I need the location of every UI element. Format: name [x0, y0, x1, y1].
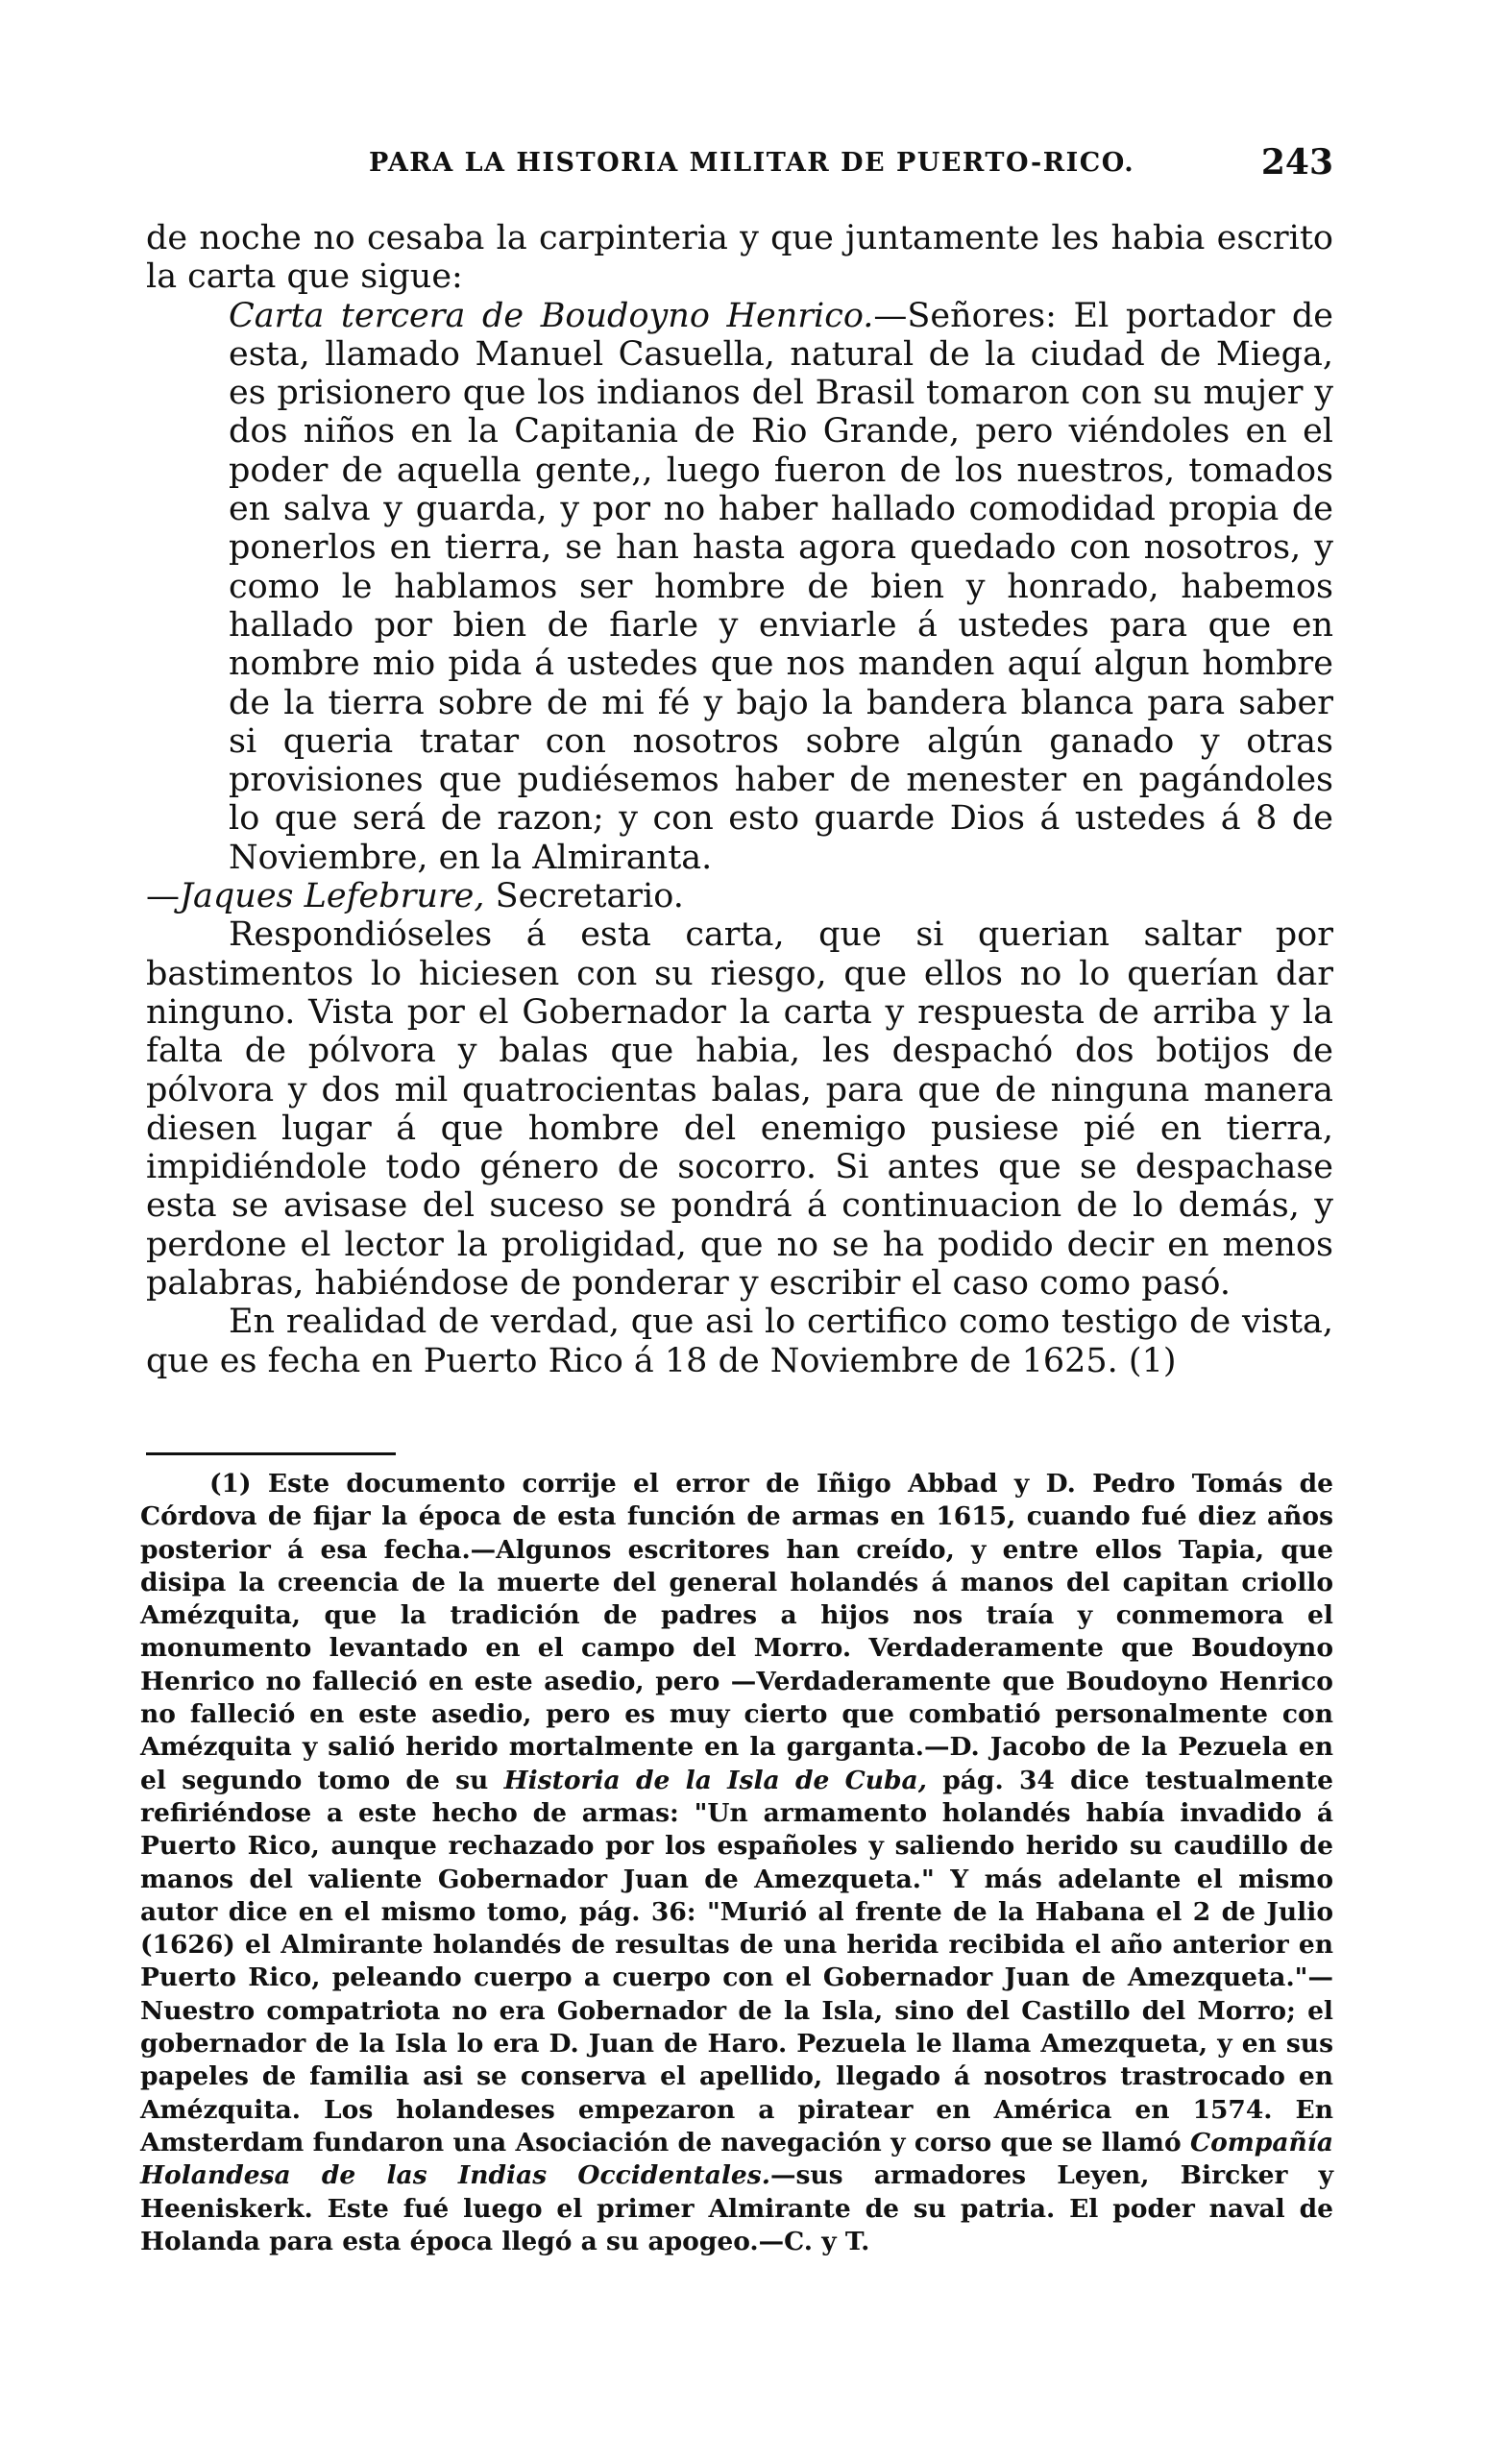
footnote-text-2: pág. 34 dice testualmente refiriéndose a este hecho de armas: "Un armamento holandés había invadido á Puerto Rico, aunque rechazado por los españoles y saliendo herido su caudillo de manos del valiente Gobernador Juan de Amezqueta." Y más adelante el mismo autor dice en el mismo tomo, pág. 36: "Murió al frente de la Habana el 2 de Julio (1626) el Almirante holandés de resultas de una herida recibida el año anterior en Puerto Rico, peleando cuerpo a cuerpo con el Gobernador Juan de Amezqueta."—Nuestro compatriota no era Gobernador de la Isla, sino del Castillo del Morro; el gobernador de la Isla lo era D. Juan de Haro. Pezuela le llama Amezqueta, y en sus papeles de familia asi se conserva el apellido, llegado á nosotros trastrocado en Amézquita. Los holandeses empezaron a piratear en América en 1574. En Amsterdam fundaron una Asociación de navegación y corso que se llamó — [140, 1765, 1333, 2157]
signature-dash: — — [146, 877, 180, 916]
certification-paragraph: En realidad de verdad, que asi lo certifico como testigo de vista, que es fecha en Puerto Rico á 18 de Noviembre de 1625. (1) — [146, 1303, 1333, 1380]
running-title: PARA LA HISTORIA MILITAR DE PUERTO-RICO. — [369, 148, 1135, 178]
footnote-company-name: Compañía Holandesa de las Indias Occidentales. — [140, 2127, 1333, 2191]
footnote-book-title: Historia de la Isla de Cuba, — [503, 1765, 927, 1795]
letter-heading: Carta tercera de Boudoyno Henrico. — [229, 296, 874, 335]
signature-role: Secretario. — [484, 877, 684, 916]
footnote-text-3: —sus armadores Leyen, Bircker y Heeniskerk. Este fué luego el primer Almirante de su patria. El poder naval de Holanda para esta época llegó a su apogeo.—C. y T. — [140, 2160, 1333, 2256]
footnote-divider — [146, 1452, 396, 1455]
footnote-paragraph — [140, 1468, 1333, 2258]
footnote-text-1: (1) Este documento corrije el error de Iñigo Abbad y D. Pedro Tomás de Córdova de fijar la época de esta función de armas en 1615, cuando fué diez años posterior á esa fecha.—Algunos escritores han creído, y entre ellos Tapia, que disipa la creencia de la muerte del general holandés á manos del capitan criollo Amézquita, que la tradición de padres a hijos nos traía y conmemora el monumento levantado en el campo del Morro. Verdaderamente que Boudoyno Henrico no falleció en este asedio, pero —Verdaderamente que Boudoyno Henrico no falleció en este asedio, pero es muy cierto que combatió personalmente con Amézquita y salió herido mortalmente en la garganta.—D. Jacobo de la Pezuela en el segundo tomo de su — [140, 1469, 1333, 1795]
signature-name: Jaques Lefebrure, — [180, 877, 485, 916]
response-paragraph: Respondióseles á esta carta, que si querian saltar por bastimentos lo hiciesen con su riesgo, que ellos no lo querían dar ninguno. Vista por el Gobernador la carta y respuesta de arriba y la falta de pólvora y balas que habia, les despachó dos botijos de pólvora y dos mil quatrocientas balas, para que de ninguna manera diesen lugar á que hombre del enemigo pusiese pié en tierra, impidiéndole todo género de socorro. Si antes que se despachase esta se avisase del suceso se pondrá á continuacion de lo demás, y perdone el lector la proligidad, que no se ha podido decir en menos palabras, habiéndose de ponderar y escribir el caso como pasó. — [146, 915, 1333, 1304]
main-text — [146, 219, 1333, 1380]
letter-text: —Señores: El portador de esta, llamado Manuel Casuella, natural de la ciudad de Miega, es prisionero que los indianos del Brasil tomaron con su mujer y dos niños en la Capitania de Rio Grande, pero viéndoles en el poder de aquella gente,, luego fueron de los nuestros, tomados en salva y guarda, y por no haber hallado comodidad propia de ponerlos en tierra, se han hasta agora quedado con nosotros, y como le hablamos ser hombre de bien y honrado, habemos hallado por bien de fiarle y enviarle á ustedes para que en nombre mio pida á ustedes que nos manden aquí algun hombre de la tierra sobre de mi fé y bajo la bandera blanca para saber si queria tratar con nosotros sobre algún ganado y otras provisiones que pudiésemos haber de menester en pagándoles lo que será de razon; y con esto guarde Dios á ustedes á 8 de Noviembre, en la Almiranta. — [229, 296, 1333, 877]
signature-line — [146, 877, 1333, 915]
footnote — [140, 1468, 1333, 2258]
letter-paragraph — [146, 297, 1333, 877]
intro-paragraph: de noche no cesaba la carpinteria y que juntamente les habia escrito la carta que sigue: — [146, 219, 1333, 297]
page-number: 243 — [1260, 142, 1333, 183]
running-head — [146, 144, 1333, 186]
